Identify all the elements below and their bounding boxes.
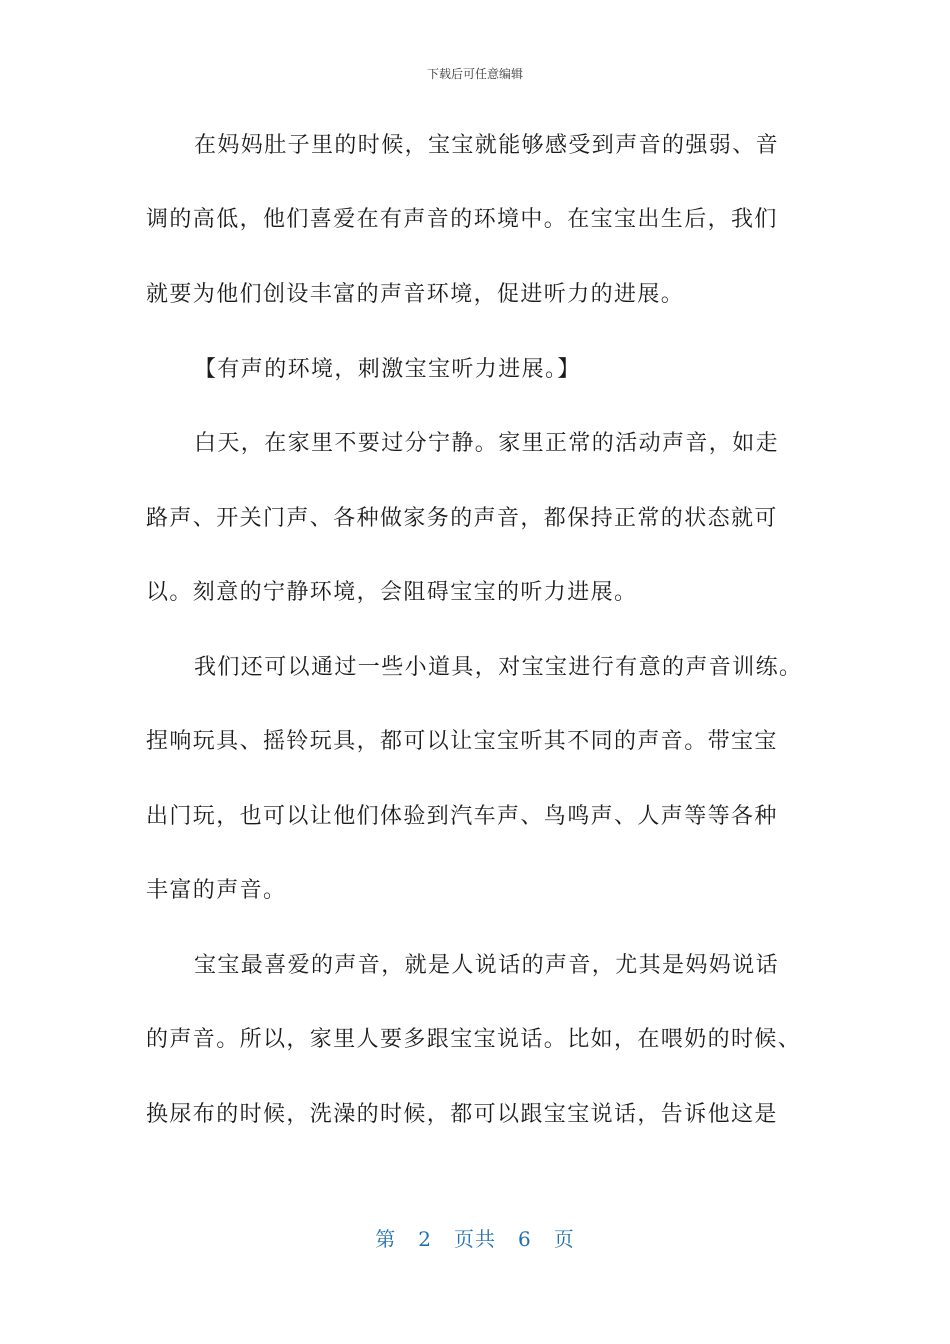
footer-total-pages: 6 <box>518 1227 532 1251</box>
section-heading: 【有声的环境，刺激宝宝听力进展。】 <box>194 357 581 382</box>
paragraph-3-line-3: 以。刻意的宁静环境，会阻碍宝宝的听力进展。 <box>146 580 638 605</box>
paragraph-1-line-1: 在妈妈肚子里的时候，宝宝就能够感受到声音的强弱、音 <box>194 133 780 158</box>
paragraph-4-line-4: 丰富的声音。 <box>146 878 287 903</box>
page-header-note: 下载后可任意编辑 <box>426 67 523 81</box>
paragraph-3-line-1: 白天，在家里不要过分宁静。家里正常的活动声音，如走 <box>194 431 780 456</box>
page-number-footer <box>0 1226 950 1252</box>
footer-current-page: 2 <box>418 1227 432 1251</box>
paragraph-1-line-3: 就要为他们创设丰富的声音环境，促进听力的进展。 <box>146 282 685 307</box>
footer-suffix: 页 <box>553 1227 575 1251</box>
paragraph-5-line-3: 换尿布的时候，洗澡的时候，都可以跟宝宝说话，告诉他这是 <box>146 1102 778 1127</box>
paragraph-1-line-2: 调的高低，他们喜爱在有声音的环境中。在宝宝出生后，我们 <box>146 207 778 232</box>
paragraph-5-line-2: 的声音。所以，家里人要多跟宝宝说话。比如，在喂奶的时候、 <box>146 1027 802 1052</box>
paragraph-3-line-2: 路声、开关门声、各种做家务的声音，都保持正常的状态就可 <box>146 506 778 531</box>
paragraph-5-line-1: 宝宝最喜爱的声音，就是人说话的声音，尤其是妈妈说话 <box>194 953 780 978</box>
footer-prefix: 第 <box>375 1227 397 1251</box>
paragraph-4-line-3: 出门玩，也可以让他们体验到汽车声、鸟鸣声、人声等等各种 <box>146 804 778 829</box>
paragraph-4-line-2: 捏响玩具、摇铃玩具，都可以让宝宝听其不同的声音。带宝宝 <box>146 729 778 754</box>
footer-middle: 页共 <box>454 1227 496 1251</box>
paragraph-4-line-1: 我们还可以通过一些小道具，对宝宝进行有意的声音训练。 <box>194 655 803 680</box>
